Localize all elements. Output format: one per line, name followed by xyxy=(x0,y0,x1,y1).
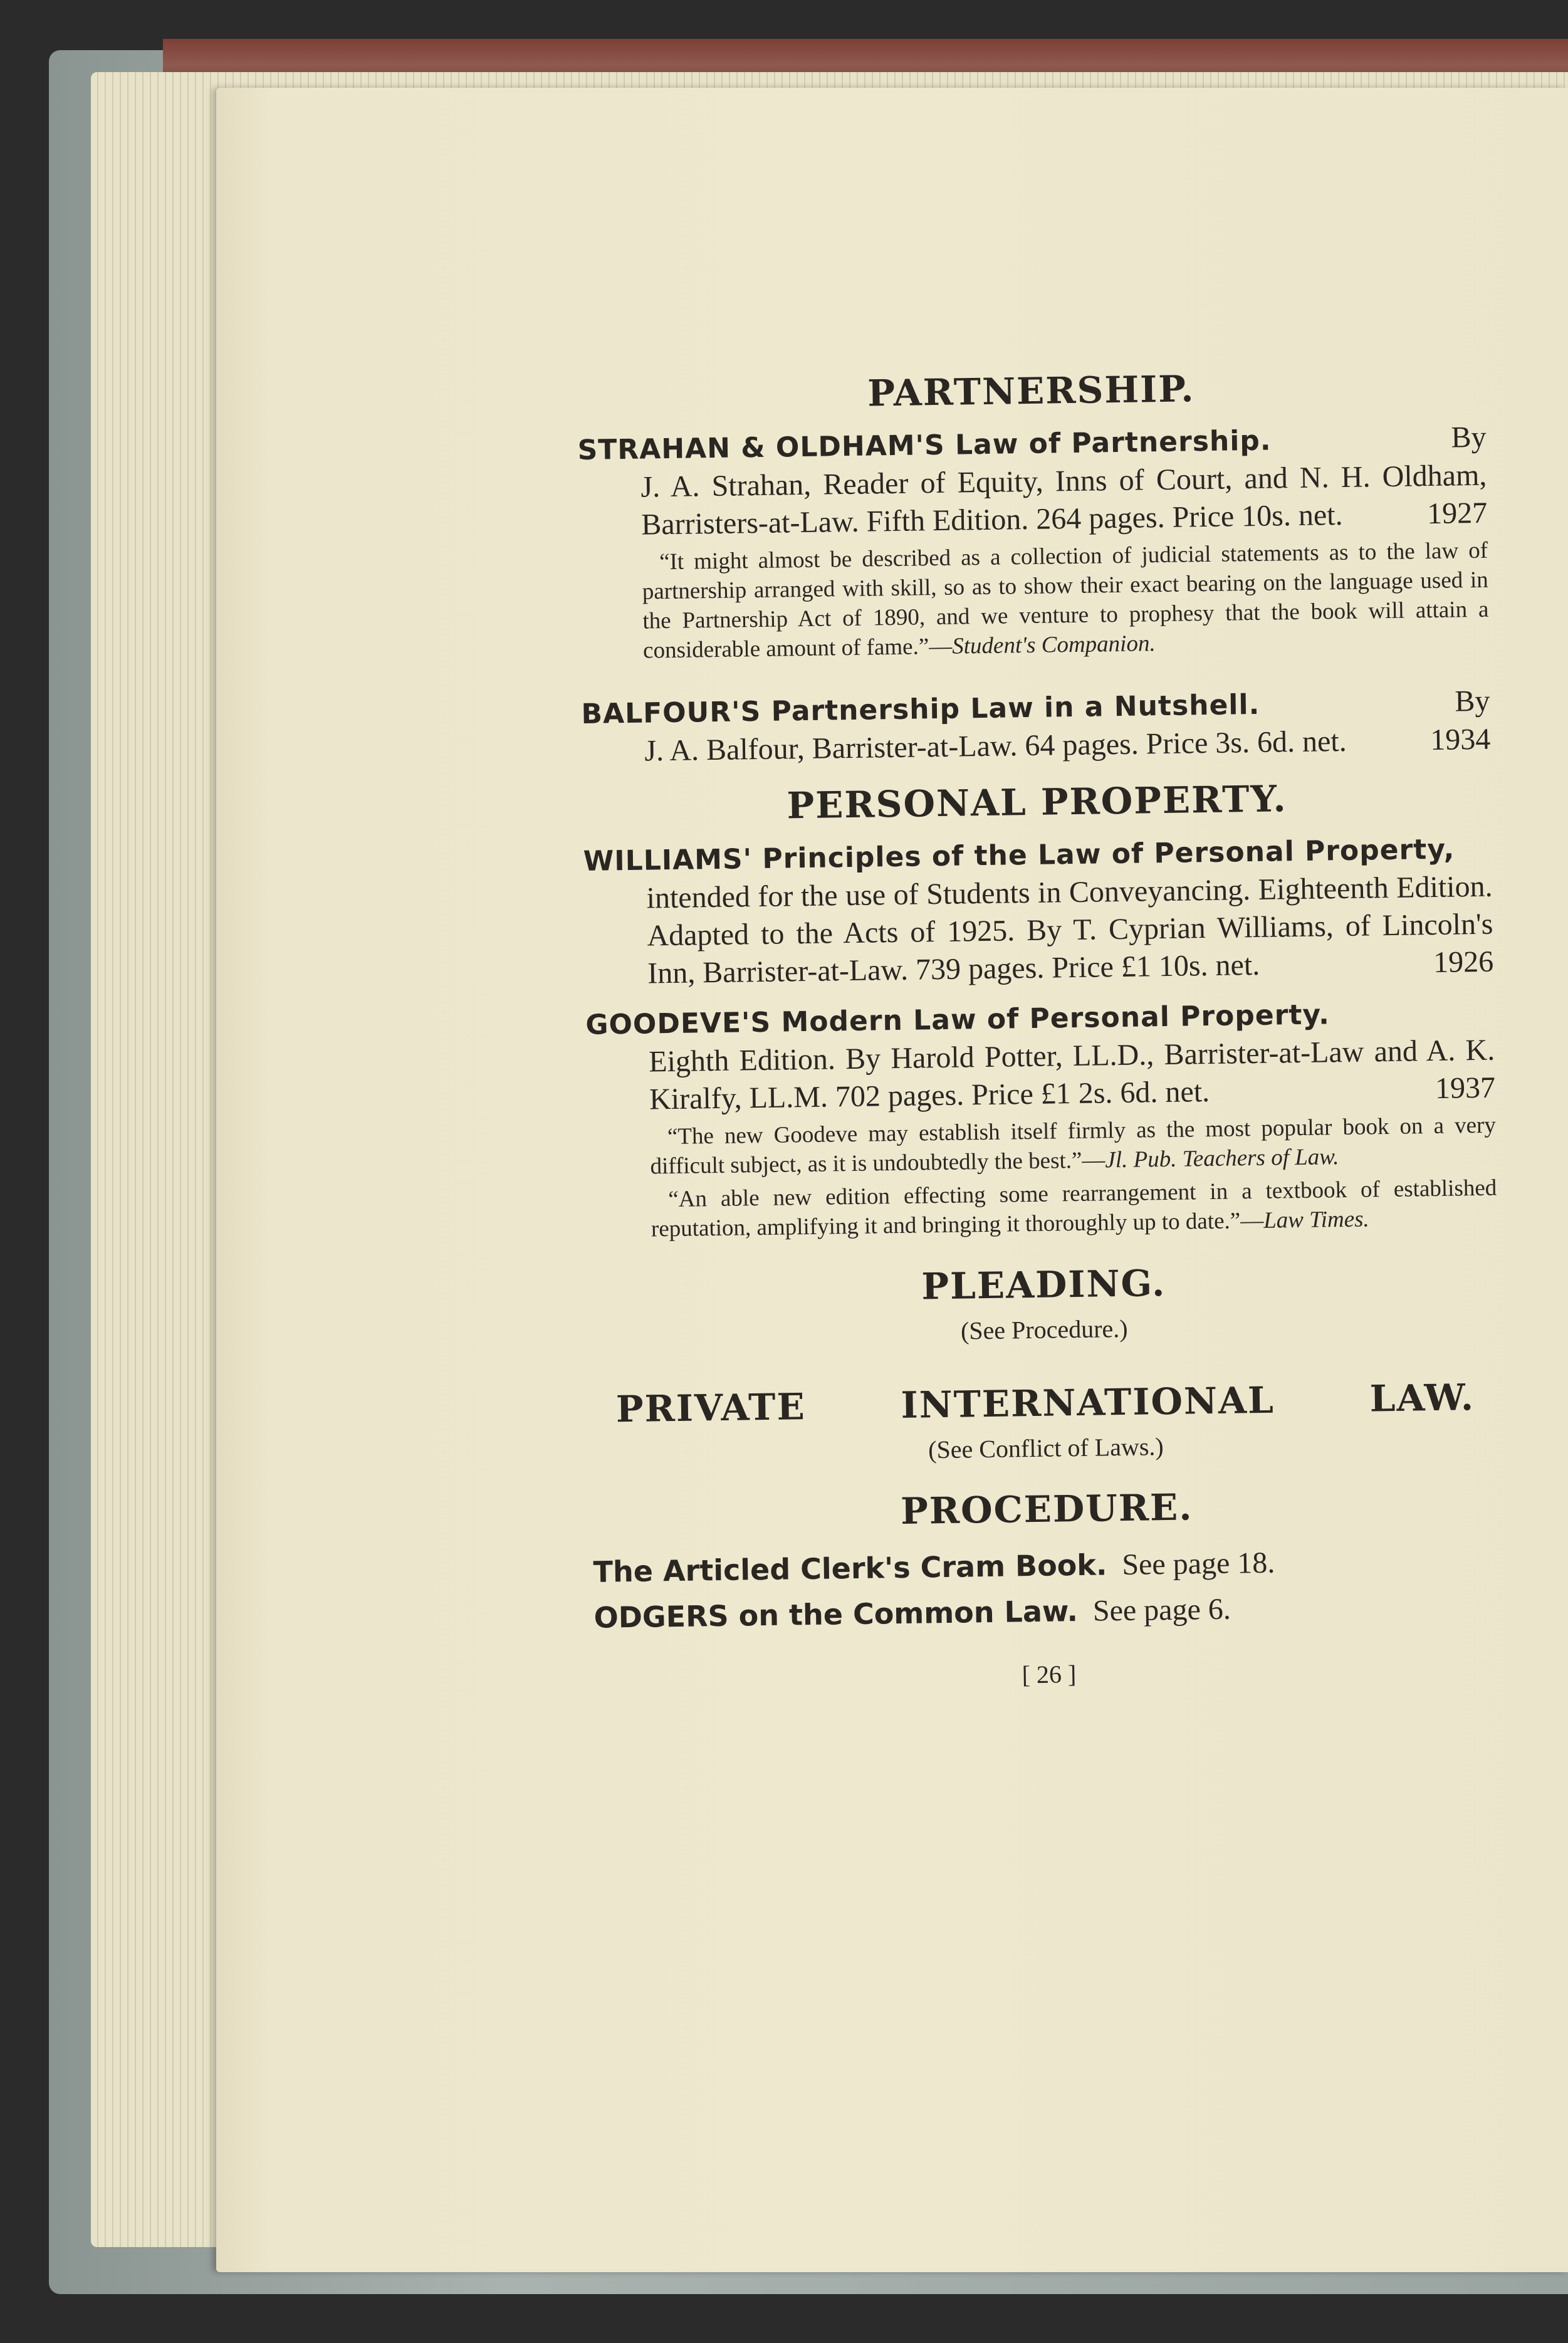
entry-year: 1926 xyxy=(1433,945,1494,979)
entry-year: 1937 xyxy=(1435,1071,1496,1105)
cross-reference: (See Conflict of Laws.) xyxy=(928,1432,1164,1464)
entry-title: STRAHAN & OLDHAM'S Law of Partnership. xyxy=(577,424,1272,466)
quote-source: Jl. Pub. Teachers of Law. xyxy=(1105,1144,1339,1173)
entry-body: J. A. Balfour, Barrister-at-Law. 64 pages. Price 3s. 6d. net. 1934 xyxy=(582,721,1491,771)
quote-source: Law Times. xyxy=(1263,1206,1370,1234)
procedure-item: ODGERS on the Common Law. See page 6. xyxy=(593,1592,1231,1635)
page-number: [ 26 ] xyxy=(1022,1660,1077,1689)
section-heading-private-international-law: PRIVATE INTERNATIONAL LAW. xyxy=(615,1376,1475,1431)
quote-source: Student's Companion. xyxy=(951,631,1156,659)
section-heading-procedure: PROCEDURE. xyxy=(900,1486,1193,1533)
cross-reference: (See Procedure.) xyxy=(960,1314,1128,1345)
entry-by: By xyxy=(1454,684,1490,718)
entry-body: intended for the use of Students in Conveyancing. Eighteenth Edition. Adapted to the Acts of 1925. By T. Cyprian Williams, of Lincoln's Inn, Barrister-at-Law. 739 pages. Price £1 10s. net. 1926 xyxy=(646,869,1494,990)
page-content xyxy=(577,364,1503,1696)
entry-goodeve xyxy=(585,993,1497,1245)
entry-title: GOODEVE'S Modern Law of Personal Property. xyxy=(585,999,1330,1041)
review-quote: “The new Goodeve may establish itself firmly as the most popular book on a very difficult subject, as it is undoubtedly the best.”—Jl. Pub. Teachers of Law. xyxy=(650,1112,1497,1180)
entry-balfour xyxy=(581,683,1491,771)
entry-title: BALFOUR'S Partnership Law in a Nutshell. xyxy=(581,688,1260,730)
entry-year: 1927 xyxy=(1426,496,1488,531)
entry-body: J. A. Strahan, Reader of Equity, Inns of Court, and N. H. Oldham, Barristers-at-Law. Fifth Edition. 264 pages. Price 10s. net. 1927 xyxy=(640,458,1488,542)
entry-by: By xyxy=(1451,420,1487,454)
entry-year: 1934 xyxy=(1429,722,1491,757)
section-heading-partnership: PARTNERSHIP. xyxy=(867,367,1195,415)
section-heading-personal-property: PERSONAL PROPERTY. xyxy=(787,777,1288,827)
entry-title: WILLIAMS' Principles of the Law of Personal Property, xyxy=(583,833,1455,878)
review-quote: “It might almost be described as a collection of judicial statements as to the law of partnership arranged with skill, so as to show their exact bearing on the language used in the Partnership Act of 1890, and we venture to prophesy that the book will attain a considerable amount of fame.”—Student's Companion. xyxy=(642,537,1489,664)
review-quote: “An able new edition effecting some rearrangement in a textbook of established reputation, amplifying it and bringing it thoroughly up to date.”—Law Times. xyxy=(651,1175,1497,1242)
section-heading-pleading: PLEADING. xyxy=(921,1262,1166,1308)
procedure-item: The Articled Clerk's Cram Book. See page 18. xyxy=(593,1546,1275,1589)
entry-strahan xyxy=(577,419,1489,666)
entry-body: Eighth Edition. By Harold Potter, LL.D., Barrister-at-Law and A. K. Kiralfy, LL.M. 702 pages. Price £1 2s. 6d. net. 1937 xyxy=(648,1033,1496,1116)
entry-williams xyxy=(583,830,1493,993)
